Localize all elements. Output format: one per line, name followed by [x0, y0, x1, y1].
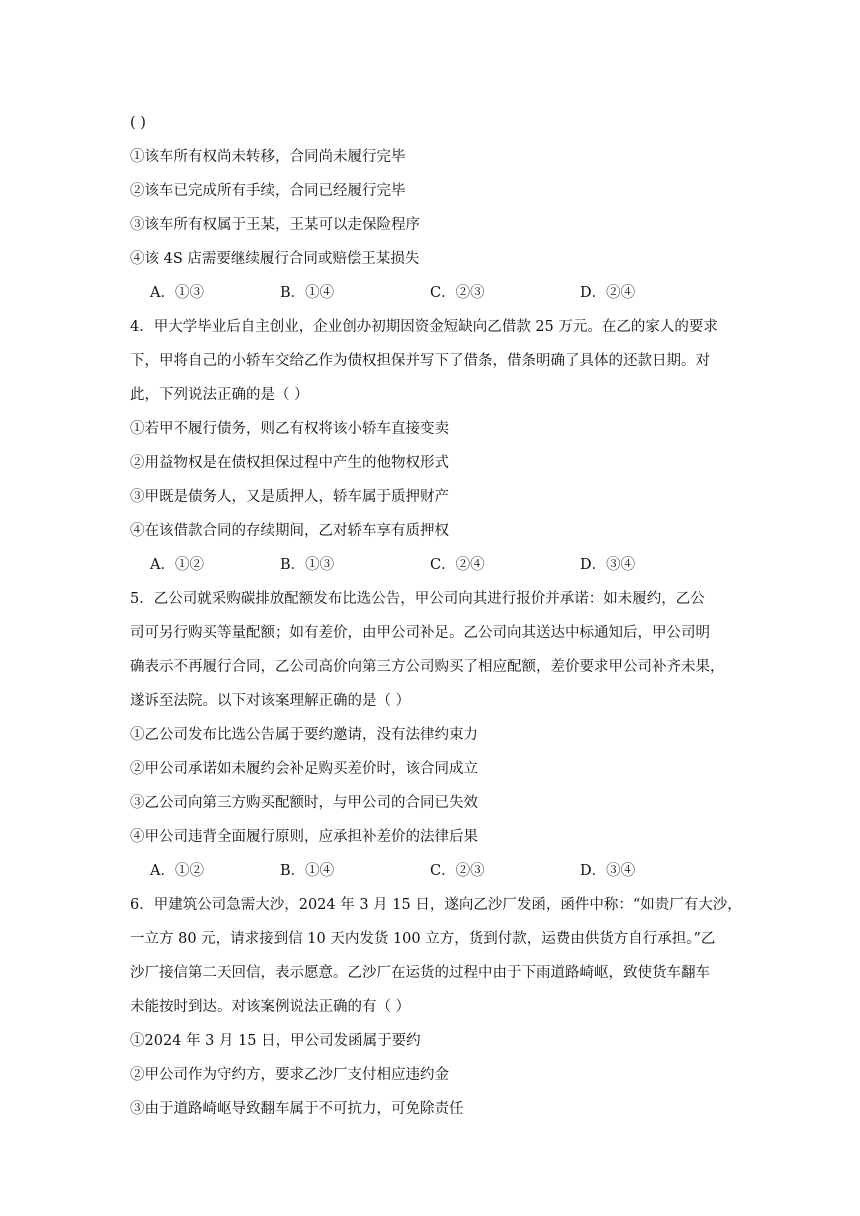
statement-item: ②该车已完成所有手续，合同已经履行完毕 — [130, 183, 406, 199]
answer-paren: ( ) — [130, 115, 146, 131]
statement-item: ④该 4S 店需要继续履行合同或赔偿王某损失 — [130, 251, 420, 267]
question-content — [130, 112, 742, 1120]
option-d: D．②④ — [580, 285, 636, 301]
question-stem: 4．甲大学毕业后自主创业，企业创办初期因资金短缺向乙借款 25 万元。在乙的家人的要求 — [130, 319, 718, 335]
statement-item: ③该车所有权属于王某，王某可以走保险程序 — [130, 217, 420, 233]
statement-item: ①乙公司发布比选公告属于要约邀请，没有法律约束力 — [130, 727, 478, 743]
answer-options — [130, 554, 730, 576]
question-stem: 未能按时到达。对该案例说法正确的有（ ） — [130, 999, 411, 1015]
answer-options — [130, 860, 730, 882]
option-b: B．①④ — [280, 863, 335, 879]
statement-item: ④甲公司违背全面履行原则，应承担补差价的法律后果 — [130, 829, 478, 845]
statement-item: ①2024 年 3 月 15 日，甲公司发函属于要约 — [130, 1033, 421, 1049]
question-stem: 确表示不再履行合同，乙公司高价向第三方公司购买了相应配额，差价要求甲公司补齐未果， — [130, 659, 725, 675]
option-b: B．①④ — [280, 285, 335, 301]
question-stem: 司可另行购买等量配额；如有差价，由甲公司补足。乙公司向其送达中标通知后，甲公司明 — [130, 625, 710, 641]
option-b: B．①③ — [280, 557, 335, 573]
option-d: D．③④ — [580, 863, 636, 879]
option-d: D．③④ — [580, 557, 636, 573]
question-stem: 6．甲建筑公司急需大沙，2024 年 3 月 15 日，遂向乙沙厂发函，函件中称：“如贵厂有大沙， — [130, 897, 742, 913]
option-c: C．②④ — [430, 557, 485, 573]
question-stem: 一立方 80 元，请求接到信 10 天内发货 100 立方，货到付款，运费由供货方自行承担。”乙 — [130, 931, 716, 947]
statement-item: ③甲既是债务人，又是质押人，轿车属于质押财产 — [130, 489, 449, 505]
option-a: A．①② — [150, 863, 204, 879]
answer-options — [130, 282, 730, 304]
statement-item: ④在该借款合同的存续期间，乙对轿车享有质押权 — [130, 523, 449, 539]
question-stem: 下，甲将自己的小轿车交给乙作为债权担保并写下了借条，借条明确了具体的还款日期。对 — [130, 353, 710, 369]
statement-item: ②甲公司承诺如未履约会补足购买差价时，该合同成立 — [130, 761, 478, 777]
statement-item: ②甲公司作为守约方，要求乙沙厂支付相应违约金 — [130, 1067, 449, 1083]
question-stem: 此，下列说法正确的是（ ） — [130, 387, 309, 403]
statement-item: ②用益物权是在债权担保过程中产生的他物权形式 — [130, 455, 449, 471]
question-stem: 沙厂接信第二天回信，表示愿意。乙沙厂在运货的过程中由于下雨道路崎岖，致使货车翻车 — [130, 965, 710, 981]
option-a: A．①② — [150, 557, 204, 573]
question-stem: 遂诉至法院。以下对该案理解正确的是（ ） — [130, 693, 411, 709]
option-a: A．①③ — [150, 285, 204, 301]
option-c: C．②③ — [430, 285, 485, 301]
question-stem: 5．乙公司就采购碳排放配额发布比选公告，甲公司向其进行报价并承诺：如未履约，乙公 — [130, 591, 705, 607]
statement-item: ①若甲不履行债务，则乙有权将该小轿车直接变卖 — [130, 421, 449, 437]
statement-item: ①该车所有权尚未转移，合同尚未履行完毕 — [130, 149, 406, 165]
statement-item: ③由于道路崎岖导致翻车属于不可抗力，可免除责任 — [130, 1101, 464, 1117]
statement-item: ③乙公司向第三方购买配额时，与甲公司的合同已失效 — [130, 795, 478, 811]
option-c: C．②③ — [430, 863, 485, 879]
